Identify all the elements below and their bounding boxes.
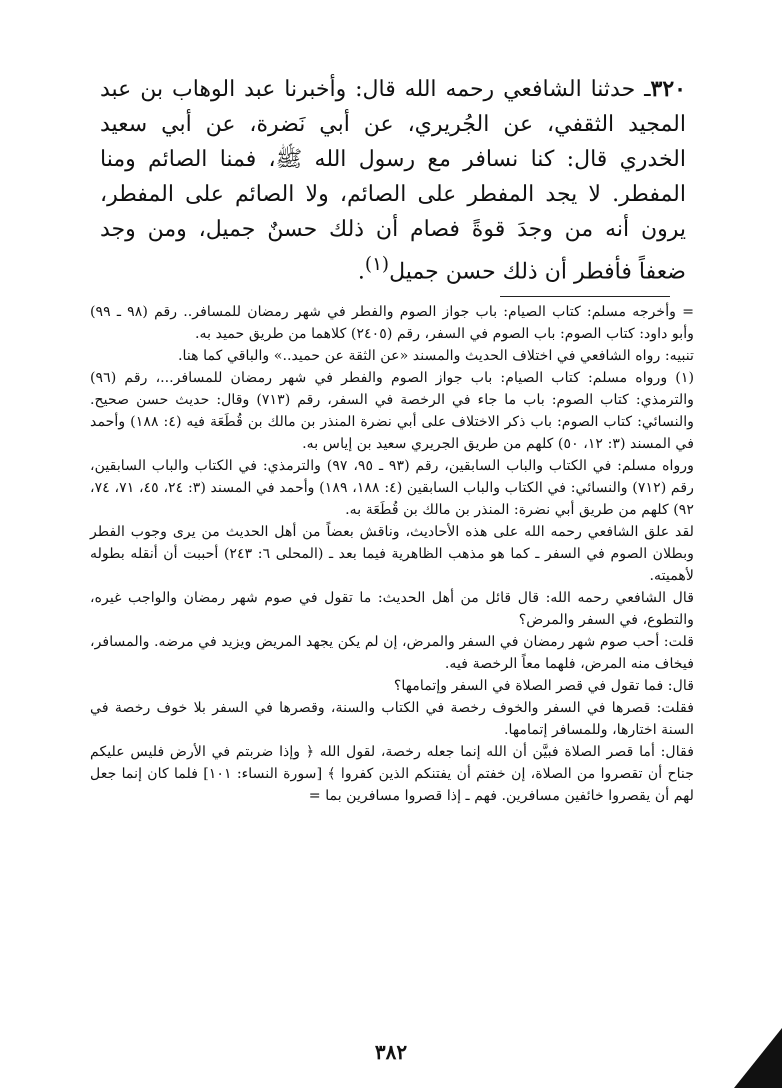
page-corner-shadow bbox=[734, 1028, 782, 1088]
hadith-number: ٣٢٠ bbox=[650, 76, 686, 102]
footnote-paragraph: ورواه مسلم: في الكتاب والباب السابقين، رقم (٩٣ ـ ٩٥، ٩٧) والترمذي: في الكتاب والباب السابقين، رقم (٧١٢) والنسائي: في الكتاب والباب السابقين (٤: ١٨٨، ١٨٩) وأحمد في المسند (٣: ٢٤، ٤٥، ٧١، ٧٤، ٩٢) كلهم من طريق أبي نضرة: المنذر بن مالك بن قُطَعَة به. bbox=[90, 458, 694, 518]
footnote-paragraph: قلت: أحب صوم شهر رمضان في السفر والمرض، إن لم يكن يجهد المريض ويزيد في مرضه. والمسافر، فيخاف منه المرض، فلهما معاً الرخصة فيه. bbox=[90, 634, 694, 672]
footnote-marker: (١) bbox=[364, 254, 390, 275]
hadith-paragraph bbox=[100, 72, 686, 289]
hadith-end: . bbox=[357, 259, 365, 285]
footnote-continuation: = وأخرجه مسلم: كتاب الصيام: باب جواز الصوم والفطر في شهر رمضان للمسافر.. رقم (٩٨ ـ ٩٩) وأبو داود: كتاب الصوم: باب الصوم في السفر، رقم (٢٤٠٥) كلاهما من طريق حميد به. bbox=[90, 304, 694, 342]
footnotes-section bbox=[90, 301, 694, 807]
footnote-1: (١) ورواه مسلم: كتاب الصيام: باب جواز الصوم والفطر في شهر رمضان للمسافر...، رقم (٩٦) والترمذي: كتاب الصوم: باب ما جاء في الرخصة في السفر، رقم (٧١٣) وقال: حديث حسن صحيح. والنسائي: كتاب الصوم: باب ذكر الاختلاف على أبي نضرة المنذر بن مالك بن قُطَعَة فيه (٤: ١٨٨) وأحمد في المسند (٣: ١٢، ٥٠) كلهم من طريق الجريري سعيد بن إياس به. bbox=[90, 370, 695, 452]
footnote-paragraph: فقلت: قصرها في السفر والخوف رخصة في الكتاب والسنة، وقصرها في السفر بلا خوف رخصة في السنة اختارها، وللمسافر إتمامها. bbox=[90, 700, 694, 738]
page-number: ٣٨٢ bbox=[374, 1040, 408, 1064]
footnote-paragraph: فقال: أما قصر الصلاة فبيَّن أن الله إنما جعله رخصة، لقول الله ﴿ وإذا ضربتم في الأرض فليس عليكم جناح أن تقصروا من الصلاة، إن خفتم أن يفتنكم الذين كفروا ﴾ [سورة النساء: ١٠١] فلما كان إنما جعل لهم أن يقصروا خائفين مسافرين. فهم ـ إذا قصروا مسافرين بما = bbox=[90, 744, 694, 804]
hadith-text: ـ حدثنا الشافعي رحمه الله قال: وأخبرنا عبد الوهاب بن عبد المجيد الثقفي، عن الجُريري، عن أبي نَضرة، عن أبي سعيد الخدري قال: كنا نسافر مع رسول الله ﷺ، فمنا الصائم ومنا المفطر. لا يجد المفطر على الصائم، ولا الصائم على المفطر، يرون أنه من وجدَ قوةً فصام أن ذلك حسنٌ جميل، ومن وجد ضعفاً فأفطر أن ذلك حسن جميل bbox=[100, 77, 686, 285]
footnote-paragraph: قال الشافعي رحمه الله: قال قائل من أهل الحديث: ما تقول في صوم شهر رمضان والواجب غيره، والتطوع، في السفر والمرض؟ bbox=[90, 590, 694, 628]
footnote-divider bbox=[500, 296, 670, 297]
footnote-paragraph: قال: فما تقول في قصر الصلاة في السفر وإتمامها؟ bbox=[393, 678, 694, 694]
footnote-notice: تنبيه: رواه الشافعي في اختلاف الحديث والمسند «عن الثقة عن حميد..» والباقي كما هنا. bbox=[178, 348, 694, 364]
footnote-paragraph: لقد علق الشافعي رحمه الله على هذه الأحاديث، وناقش بعضاً من أهل الحديث من يرى وجوب الفطر وبطلان الصوم في السفر ـ كما هو مذهب الظاهرية فيما بعد ـ (المحلى ٦: ٢٤٣) أحببت أن أنقله بطوله لأهميته. bbox=[90, 524, 694, 584]
